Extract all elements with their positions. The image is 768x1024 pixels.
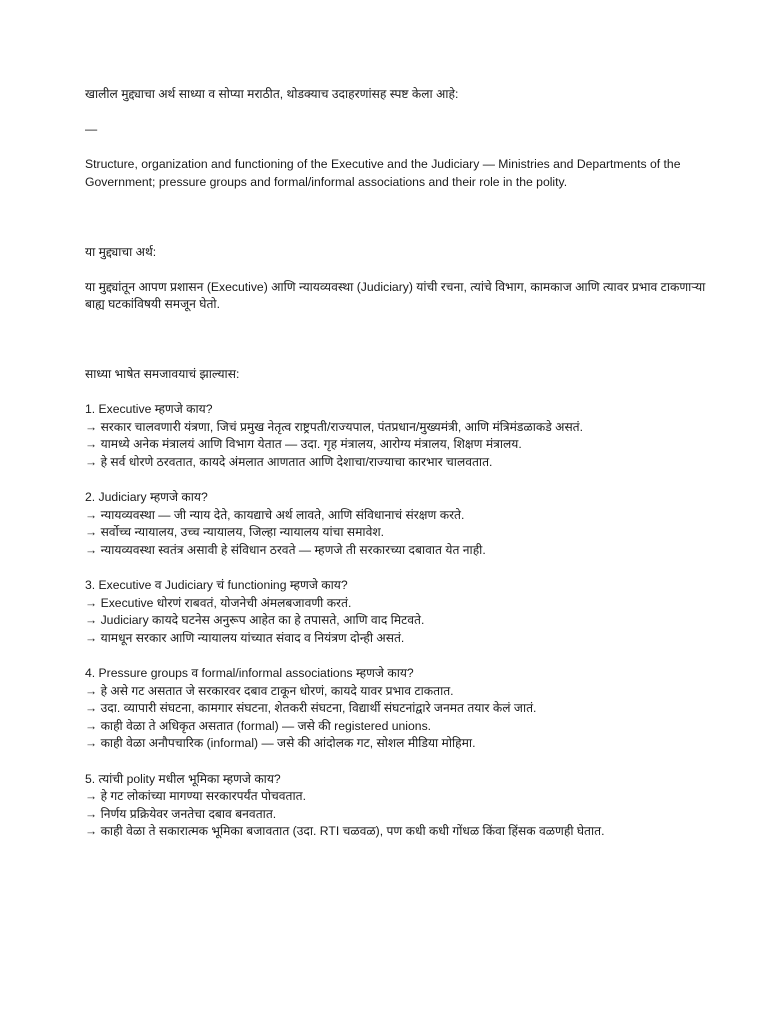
list-item: → सर्वोच्च न्यायालय, उच्च न्यायालय, जिल्हा न्यायालय यांचा समावेश. [85,525,385,540]
section-executive [85,401,725,471]
list-item: → न्यायव्यवस्था स्वतंत्र असावी हे संविधान ठरवते — म्हणजे ती सरकारच्या दबावात येत नाही. [85,542,486,557]
list-item: → निर्णय प्रक्रियेवर जनतेचा दबाव बनवतात. [85,806,277,821]
section-title: 4. Pressure groups व formal/informal associations म्हणजे काय? [85,666,414,681]
section-polity-role [85,771,725,841]
simple-heading: साध्या भाषेत समजावयाचं झाल्यास: [85,366,240,381]
list-item: → काही वेळा ते अधिकृत असतात (formal) — जसे की registered unions. [85,718,432,733]
list-item: → न्यायव्यवस्था — जी न्याय देते, कायद्याचे अर्थ लावते, आणि संविधानाचं संरक्षण करते. [85,507,465,522]
section-pressure-groups [85,665,725,753]
list-item: → हे गट लोकांच्या मागण्या सरकारपर्यंत पोचवतात. [85,789,306,804]
list-item: → सरकार चालवणारी यंत्रणा, जिचं प्रमुख नेतृत्व राष्ट्रपती/राज्यपाल, पंतप्रधान/मुख्यमंत्री, आणि मंत्रिमंडळाकडे असतं. [85,419,584,434]
meaning-heading: या मुद्द्याचा अर्थ: [85,244,157,259]
section-title: 5. त्यांची polity मधील भूमिका म्हणजे काय? [85,771,281,786]
document-body [85,86,725,841]
section-title: 2. Judiciary म्हणजे काय? [85,490,208,505]
list-item: → यामधून सरकार आणि न्यायालय यांच्यात संवाद व नियंत्रण दोन्ही असतं. [85,630,405,645]
section-title: 1. Executive म्हणजे काय? [85,402,213,417]
list-item: → हे असे गट असतात जे सरकारवर दबाव टाकून धोरणं, कायदे यावर प्रभाव टाकतात. [85,683,454,698]
list-item: → Executive धोरणं राबवतं, योजनेची अंमलबजावणी करतं. [85,595,352,610]
topic-paragraph: Structure, organization and functioning of the Executive and the Judiciary — Ministries and Departments of the Government; pressure groups and formal/informal associations and their role in the polity. [85,157,681,189]
list-item: → Judiciary कायदे घटनेस अनुरूप आहेत का हे तपासते, आणि वाद मिटवते. [85,613,425,628]
section-title: 3. Executive व Judiciary चं functioning म्हणजे काय? [85,578,348,593]
intro-line: खालील मुद्द्याचा अर्थ साध्या व सोप्या मराठीत, थोडक्याच उदाहरणांसह स्पष्ट केला आहे: [85,87,459,101]
list-item: → यामध्ये अनेक मंत्रालयं आणि विभाग येतात — उदा. गृह मंत्रालय, आरोग्य मंत्रालय, शिक्षण मंत्रालय. [85,437,522,452]
separator: — [85,122,98,137]
list-item: → हे सर्व धोरणे ठरवतात, कायदे अंमलात आणतात आणि देशाचा/राज्याचा कारभार चालवतात. [85,454,493,469]
list-item: → काही वेळा अनौपचारिक (informal) — जसे की आंदोलक गट, सोशल मीडिया मोहिमा. [85,736,476,751]
meaning-paragraph: या मुद्द्यांतून आपण प्रशासन (Executive) आणि न्यायव्यवस्था (Judiciary) यांची रचना, त्यांचे विभाग, कामकाज आणि त्यावर प्रभाव टाकणाऱ्या बाह्य घटकांविषयी समजून घेतो. [85,279,706,312]
list-item: → उदा. व्यापारी संघटना, कामगार संघटना, शेतकरी संघटना, विद्यार्थी संघटनांद्वारे जनमत तयार केलं जातं. [85,701,537,716]
section-functioning [85,577,725,647]
section-judiciary [85,489,725,559]
list-item: → काही वेळा ते सकारात्मक भूमिका बजावतात (उदा. RTI चळवळ), पण कधी कधी गोंधळ किंवा हिंसक वळणही घेतात. [85,824,605,839]
